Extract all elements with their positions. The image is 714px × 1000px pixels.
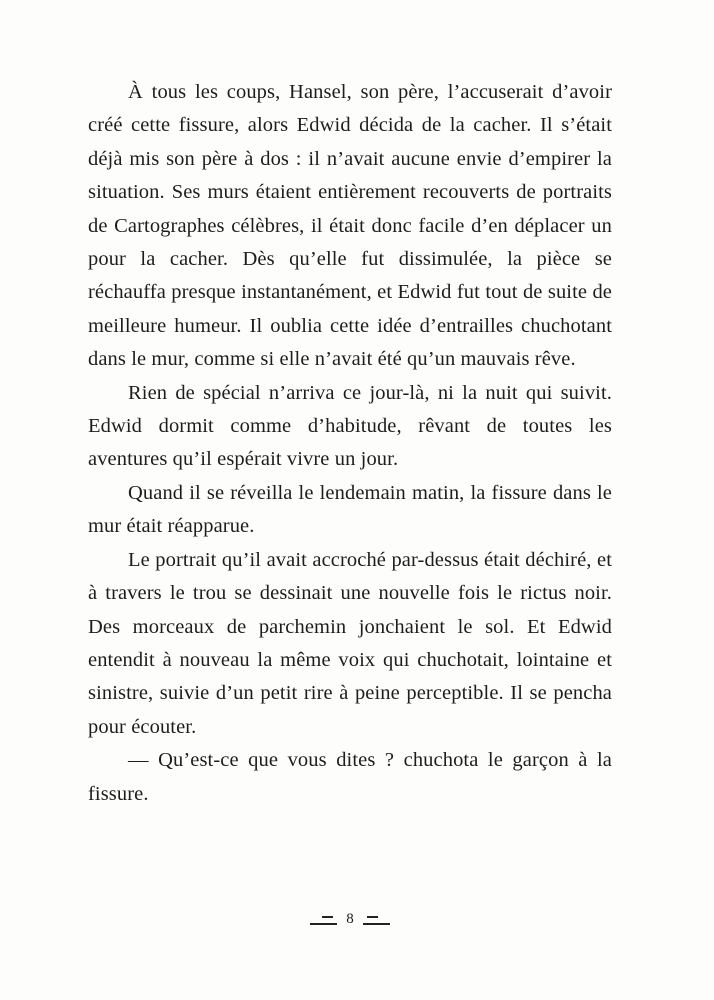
ornament-dash bbox=[322, 916, 333, 918]
page-number: 8 bbox=[346, 911, 354, 927]
paragraph: — Qu’est-ce que vous dites ? chuchota le garçon à la fissure. bbox=[88, 749, 612, 805]
paragraph: Rien de spécial n’arriva ce jour-là, ni la nuit qui suivit. Edwid dormit comme d’habitude, rêvant de toutes les aventures qu’il espérait vivre un jour. bbox=[88, 381, 612, 471]
page-footer bbox=[88, 911, 612, 926]
page-text-block bbox=[88, 76, 612, 811]
folio-ornament-left-icon bbox=[310, 916, 337, 925]
folio-ornament-right-icon bbox=[363, 916, 390, 925]
paragraph: Le portrait qu’il avait accroché par-dessus était déchiré, et à travers le trou se dessinait une nouvelle fois le rictus noir. Des morceaux de parchemin jonchaient le sol. Et Edwid entendit à nouveau la même voix qui chuchotait, lointaine et sinistre, suivie d’un petit rire à peine perceptible. Il se pencha pour écouter. bbox=[88, 548, 612, 738]
ornament-dash bbox=[367, 916, 378, 918]
paragraph: Quand il se réveilla le lendemain matin, la fissure dans le mur était réapparue. bbox=[88, 481, 612, 538]
paragraph: À tous les coups, Hansel, son père, l’accuserait d’avoir créé cette fissure, alors Edwid décida de la cacher. Il s’était déjà mis son père à dos : il n’avait aucune envie d’empirer la situation. Ses murs étaient entièrement recouverts de portraits de Cartographes célèbres, il était donc facile d’en déplacer un pour la cacher. Dès qu’elle fut dissimulée, la pièce se réchauffa presque instantanément, et Edwid fut tout de suite de meilleure humeur. Il oublia cette idée d’entrailles chuchotant dans le mur, comme si elle n’avait été qu’un mauvais rêve. bbox=[88, 81, 612, 371]
ornament-line bbox=[363, 923, 390, 925]
ornament-line bbox=[310, 923, 337, 925]
